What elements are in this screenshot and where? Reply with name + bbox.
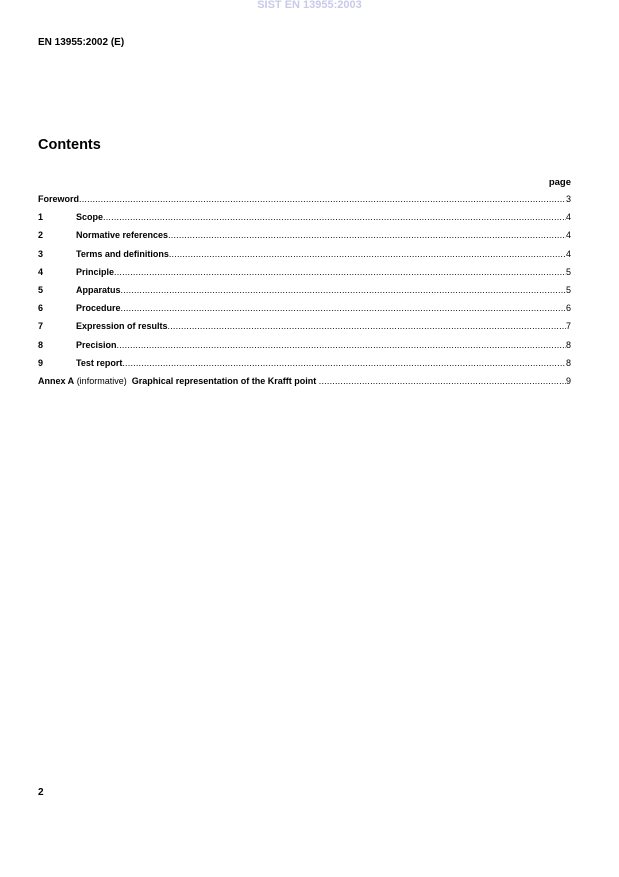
toc-entry-number: 2	[38, 230, 44, 241]
toc-entry-title: Expression of results	[76, 321, 168, 332]
dot-leader	[319, 376, 566, 386]
document-header: EN 13955:2002 (E)	[38, 37, 125, 48]
toc-entry-number: 4	[38, 266, 44, 277]
toc-entry[interactable]	[38, 340, 571, 358]
toc-entry[interactable]	[38, 230, 571, 248]
toc-entry[interactable]	[38, 267, 571, 285]
dot-leader	[103, 212, 566, 222]
toc-entry[interactable]	[38, 212, 571, 230]
page-number: 2	[38, 787, 44, 798]
dot-leader	[79, 194, 566, 204]
annex-title: Graphical representation of the Krafft point	[131, 375, 317, 386]
dot-leader	[121, 303, 566, 313]
toc-entry[interactable]	[38, 358, 571, 376]
annex-prefix: Annex A	[38, 375, 75, 386]
toc-entry-title: Test report	[76, 357, 123, 368]
toc-entry-page: 3	[565, 194, 571, 204]
toc-entry-page: 5	[565, 266, 571, 277]
toc-entry-annex-a[interactable]	[38, 376, 571, 394]
toc-entry-page: 8	[565, 339, 571, 350]
toc-entry-page: 5	[565, 284, 571, 295]
dot-leader	[122, 358, 566, 368]
toc-entry-foreword[interactable]	[38, 194, 571, 212]
toc-entry-title: Terms and definitions	[76, 248, 169, 259]
toc-entry-page: 7	[565, 321, 571, 332]
dot-leader	[121, 285, 566, 295]
toc-entry-title: Precision	[76, 339, 117, 350]
contents-heading: Contents	[38, 137, 101, 153]
toc-entry-page: 8	[565, 357, 571, 368]
dot-leader	[169, 249, 566, 259]
toc-entry-title: Normative references	[76, 230, 169, 241]
toc-entry-number: 1	[38, 212, 44, 223]
toc-entry-page: 6	[565, 303, 571, 314]
toc-entry-page: 9	[565, 375, 571, 386]
dot-leader	[117, 340, 566, 350]
toc-entry[interactable]	[38, 285, 571, 303]
toc-entry[interactable]	[38, 303, 571, 321]
toc-entry-number: 5	[38, 284, 44, 295]
toc-entry-page: 4	[565, 230, 571, 241]
page-column-label: page	[548, 177, 571, 188]
toc-entry-title: Scope	[76, 212, 104, 223]
toc-entry-number: 9	[38, 357, 44, 368]
toc-entry-title: Foreword	[38, 194, 80, 204]
dot-leader	[114, 267, 566, 277]
toc-entry-number: 7	[38, 321, 44, 332]
toc-entry-number: 6	[38, 303, 44, 314]
toc-entry-page: 4	[565, 212, 571, 223]
toc-entry-title: Principle	[76, 266, 115, 277]
toc-entry[interactable]	[38, 321, 571, 339]
watermark: SIST EN 13955:2003	[257, 0, 362, 11]
toc-entry-title: Apparatus	[76, 284, 121, 295]
table-of-contents	[38, 194, 571, 394]
toc-entry[interactable]	[38, 249, 571, 267]
toc-entry-title: Procedure	[76, 303, 121, 314]
dot-leader	[168, 321, 566, 331]
annex-note: (informative)	[76, 375, 127, 386]
toc-entry-number: 8	[38, 339, 44, 350]
dot-leader	[168, 230, 566, 240]
toc-entry-page: 4	[565, 248, 571, 259]
toc-entry-number: 3	[38, 248, 44, 259]
